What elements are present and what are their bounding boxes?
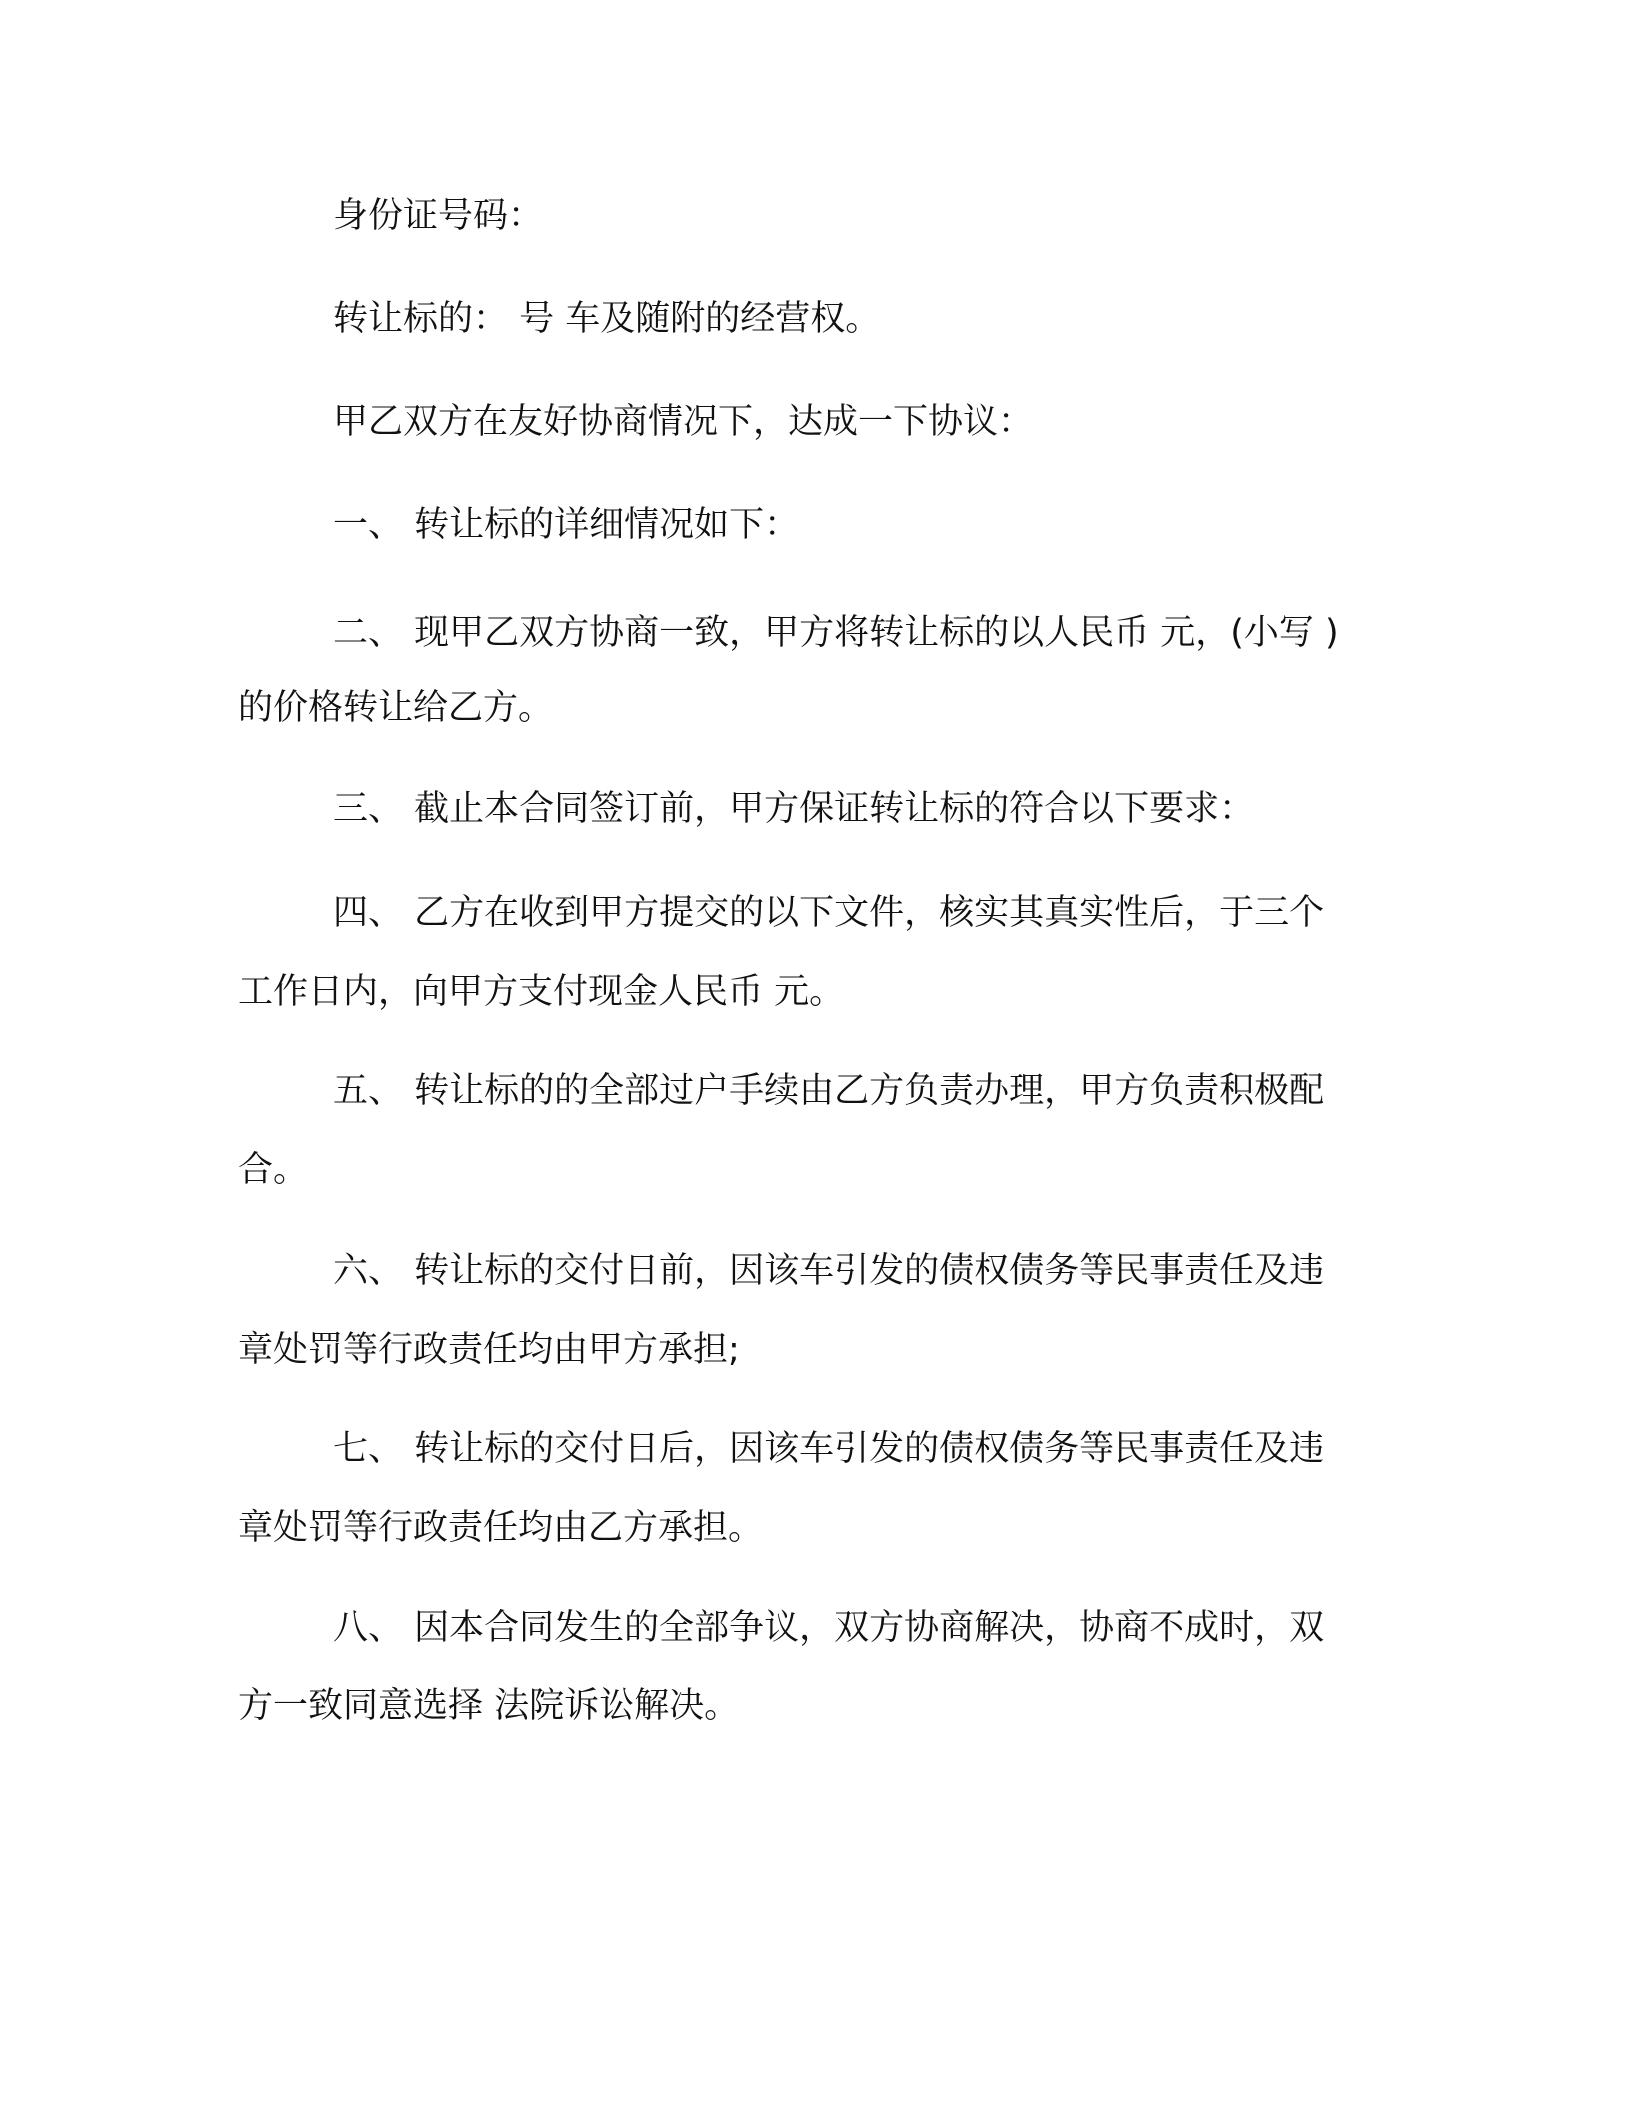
clause-5-line-2: 合。 [238,1150,309,1190]
agreement-intro-line: 甲乙双方在友好协商情况下，达成一下协议： [333,402,1034,442]
clause-3-line: 三、 截止本合同签订前，甲方保证转让标的符合以下要求： [333,789,1255,829]
clause-6-line-2: 章处罚等行政责任均由甲方承担; [238,1330,740,1370]
clause-4-line-2: 工作日内，向甲方支付现金人民币 元。 [238,972,845,1012]
clause-2-line-2: 的价格转让给乙方。 [238,688,554,728]
clause-2-line-1: 二、 现甲乙双方协商一致，甲方将转让标的以人民币 元，(小写 ) [333,613,1339,653]
clause-6-line-1: 六、 转让标的交付日前，因该车引发的债权债务等民事责任及违 [333,1251,1325,1291]
clause-8-line-2: 方一致同意选择 法院诉讼解决。 [238,1686,740,1726]
clause-5-line-1: 五、 转让标的的全部过户手续由乙方负责办理，甲方负责积极配 [333,1071,1325,1111]
clause-7-line-1: 七、 转让标的交付日后，因该车引发的债权债务等民事责任及违 [333,1429,1325,1469]
clause-8-line-1: 八、 因本合同发生的全部争议，双方协商解决，协商不成时，双 [333,1608,1325,1648]
clause-7-line-2: 章处罚等行政责任均由乙方承担。 [238,1508,764,1548]
clause-4-line-1: 四、 乙方在收到甲方提交的以下文件，核实其真实性后，于三个 [333,893,1325,933]
transfer-subject-line: 转让标的： 号 车及随附的经营权。 [333,299,881,339]
id-number-line: 身份证号码： [333,196,544,236]
clause-1-line: 一、 转让标的详细情况如下： [333,505,800,545]
